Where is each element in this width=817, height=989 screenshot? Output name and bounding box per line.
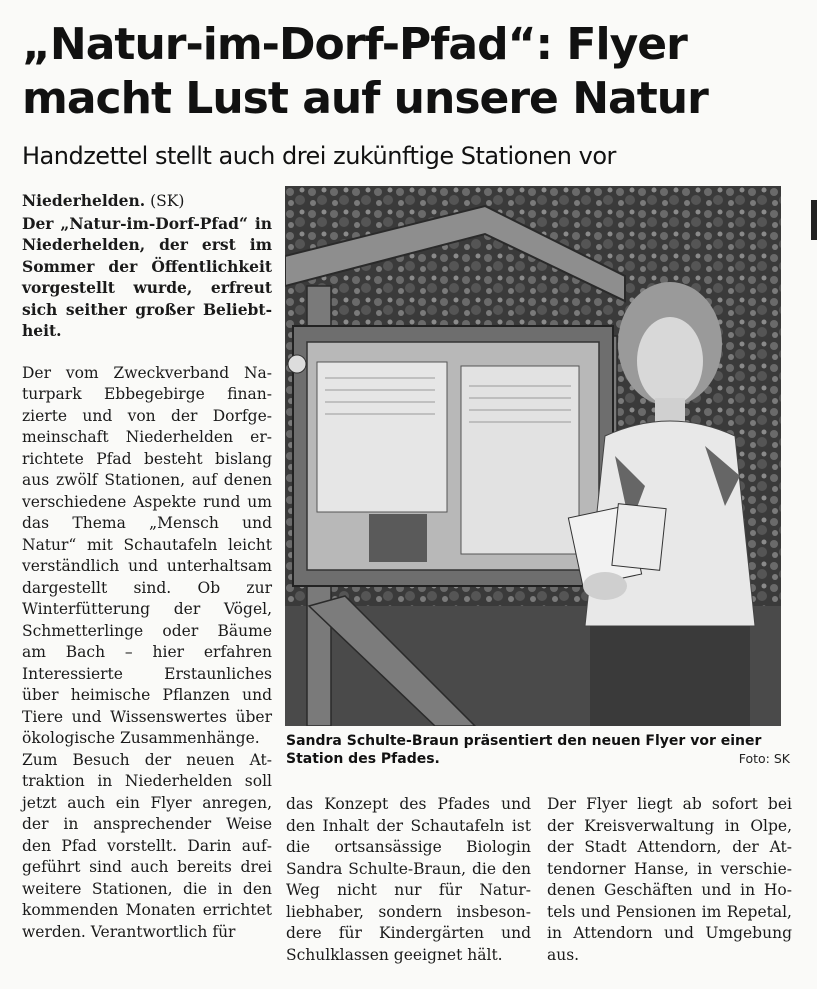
photo-credit: Foto: SK xyxy=(738,751,790,766)
dateline-author: (SK) xyxy=(150,192,185,210)
article-column-2 xyxy=(286,794,531,966)
photo-illustration xyxy=(285,186,781,726)
body-paragraph-1: Der vom Zweckverband Naturpark Ebbegebirge finanzierte und von der Dorfgemeinschaft Niederhelden errichtete Pfad besteht bislang aus zwölf Stationen, auf denen verschiedene Aspekte rund um das Thema „Mensch und Natur“ mit Schautafeln leicht verständlich und unterhaltsam dargestellt sind. Ob zur Winterfütterung der Vögel, Schmetterlinge oder Bäume am Bach – hier erfahren Interessierte Erstaunliches über heimische Pflanzen und Tiere und Wissenswertes über ökologische Zusammenhänge. xyxy=(22,363,272,747)
dateline xyxy=(22,190,272,213)
article-photo xyxy=(285,186,781,726)
headline: „Natur-im-Dorf-Pfad“: Flyer macht Lust auf unsere Natur xyxy=(22,19,708,124)
body-paragraph-2-end: das Konzept des Pfades und den Inhalt der Schautafeln ist die ortsansässige Biologin Sandra Schulte-Braun, die den Weg nicht nur für Naturliebhaber, sondern insbesondere für Kindergärten und Schulklassen geeignet hält. xyxy=(286,795,531,964)
body-paragraph-3: Der Flyer liegt ab sofort bei der Kreisverwaltung in Olpe, der Stadt Attendorn, der Attendorner Hanse, in verschiedenen Geschäften und in Hotels und Pensionen im Repetal, in Attendorn und Umgebung aus. xyxy=(547,795,792,964)
scan-edge-mark xyxy=(811,200,817,240)
photo-caption: Sandra Schulte-Braun präsentiert den neuen Flyer vor einer Station des Pfades. xyxy=(286,733,762,767)
article-column-1 xyxy=(22,190,272,943)
body-paragraph-2-start: Zum Besuch der neuen Attraktion in Niederhelden soll jetzt auch ein Flyer anregen, der in ansprechender Weise den Pfad vorstellt. Darin aufgeführt sind auch bereits drei weitere Stationen, die in den kommenden Monaten errichtet werden. Verantwortlich für xyxy=(22,750,272,941)
lead-paragraph: Der „Natur-im-Dorf-Pfad“ in Niederhelden, der erst im Sommer der Öffentlichkeit vorgestellt wurde, erfreut sich seither großer Beliebtheit. xyxy=(22,213,272,340)
subheadline: Handzettel stellt auch drei zukünftige Stationen vor xyxy=(22,142,616,170)
article-column-3 xyxy=(547,794,792,966)
dateline-place: Niederhelden. xyxy=(22,191,146,210)
